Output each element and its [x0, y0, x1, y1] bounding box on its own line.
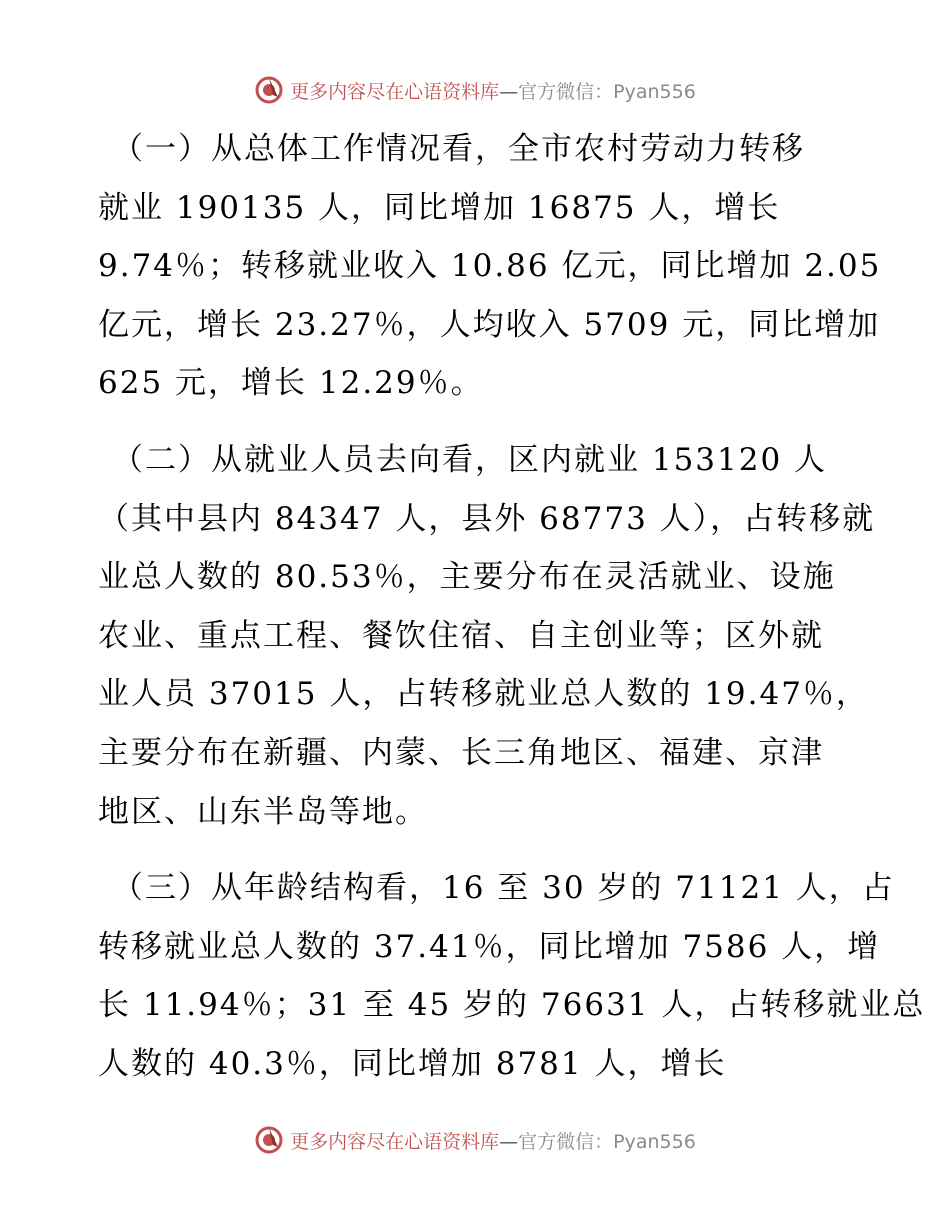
text-line: 农业、重点工程、餐饮住宿、自主创业等；区外就 [98, 617, 824, 654]
text-line: 人数的 40.3％，同比增加 8781 人，增长 [98, 1045, 727, 1082]
brand-logo-icon [254, 75, 284, 105]
text-line: （一）从总体工作情况看，全市农村劳动力转移 [112, 131, 805, 167]
watermark-text: 更多内容尽在心语资料库—官方微信：Pyan556 [290, 80, 696, 103]
watermark-text: 更多内容尽在心语资料库—官方微信：Pyan556 [290, 1130, 696, 1153]
text-line: 主要分布在新疆、内蒙、长三角地区、福建、京津 [98, 734, 824, 771]
text-line: 625 元，增长 12.29％。 [98, 365, 484, 402]
text-line: 长 11.94％；31 至 45 岁的 76631 人，占转移就业总 [98, 987, 926, 1024]
text-line: 亿元，增长 23.27％，人均收入 5709 元，同比增加 [98, 306, 881, 343]
brand-logo-icon [254, 1125, 284, 1155]
text-line: （其中县内 84347 人，县外 68773 人），占转移就 [98, 500, 876, 537]
text-line: 9.74％；转移就业收入 10.86 亿元，同比增加 2.05 [98, 248, 882, 285]
text-line: 转移就业总人数的 37.41％，同比增加 7586 人，增 [98, 928, 881, 965]
header-watermark [0, 72, 950, 108]
text-line: 业总人数的 80.53％，主要分布在灵活就业、设施 [98, 559, 836, 596]
footer-watermark [0, 1122, 950, 1158]
text-line: 就业 190135 人，同比增加 16875 人，增长 [98, 189, 781, 226]
text-line: （二）从就业人员去向看，区内就业 153120 人 [112, 441, 828, 478]
document-body [98, 120, 926, 1112]
paragraph-age-structure [98, 859, 926, 1093]
paragraph-destination [98, 431, 876, 841]
text-line: 业人员 37015 人，占转移就业总人数的 19.47％， [98, 676, 869, 713]
text-line: 地区、山东半岛等地。 [98, 793, 428, 830]
paragraph-overall [98, 120, 882, 413]
text-line: （三）从年龄结构看，16 至 30 岁的 71121 人，占 [112, 870, 895, 907]
